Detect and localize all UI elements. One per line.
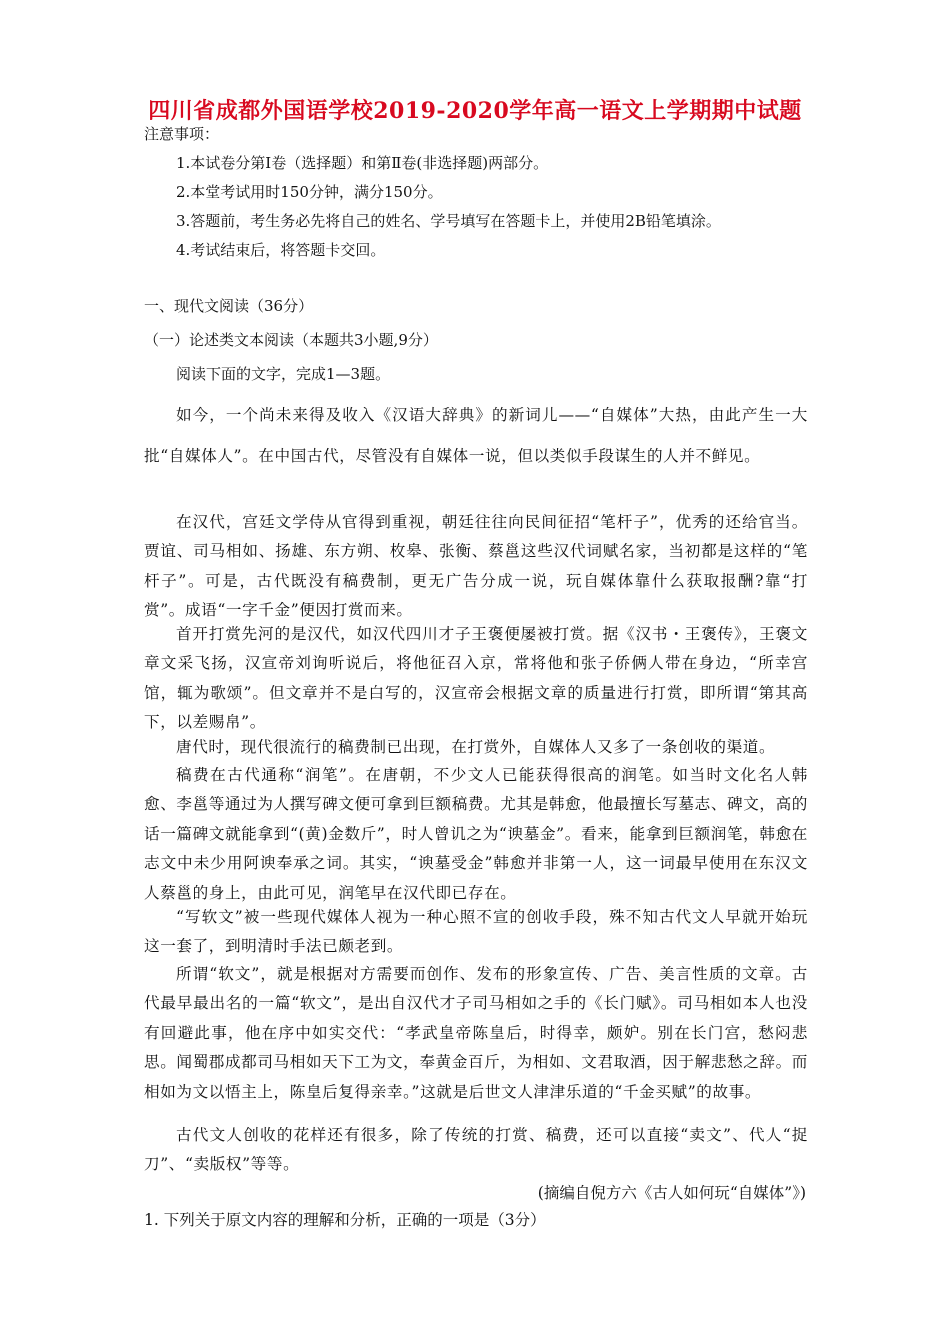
reading-instruction: 阅读下面的文字，完成1—3题。 bbox=[176, 365, 391, 383]
sub-section-heading: （一）论述类文本阅读（本题共3小题,9分） bbox=[144, 331, 438, 349]
article-paragraph: 如今，一个尚未来得及收入《汉语大辞典》的新词儿——“自媒体”大热，由此产生一大批“自媒体人”。在中国古代，尽管没有自媒体一说，但以类似手段谋生的人并不鲜见。 bbox=[144, 406, 808, 465]
page-title: 四川省成都外国语学校2019-2020学年高一语文上学期期中试题 bbox=[148, 98, 802, 124]
article-paragraph: 唐代时，现代很流行的稿费制已出现，在打赏外，自媒体人又多了一条创收的渠道。 bbox=[176, 738, 776, 756]
article-source: (摘编自倪方六《古人如何玩“自媒体”》) bbox=[537, 1184, 806, 1202]
notice-item: 4.考试结束后，将答题卡交回。 bbox=[176, 241, 386, 259]
article-paragraph: 在汉代，宫廷文学侍从官得到重视，朝廷往往向民间征招“笔杆子”，优秀的还给官当。贾谊、司马相如、扬雄、东方朔、枚皋、张衡、蔡邕这些汉代词赋名家，当初都是这样的“笔杆子”。可是，古代既没有稿费制，更无广告分成一说，玩自媒体靠什么获取报酬?靠“打赏”。成语“一字千金”便因打赏而来。 bbox=[144, 513, 808, 620]
notice-item: 1.本试卷分第Ⅰ卷（选择题）和第Ⅱ卷(非选择题)两部分。 bbox=[176, 154, 549, 172]
article-paragraph: 所谓“软文”，就是根据对方需要而创作、发布的形象宣传、广告、美言性质的文章。古代最早最出名的一篇“软文”，是出自汉代才子司马相如之手的《长门赋》。司马相如本人也没有回避此事，他在序中如实交代：“孝武皇帝陈皇后，时得幸，颇妒。别在长门宫，愁闷悲思。闻蜀郡成都司马相如天下工为文，奉黄金百斤，为相如、文君取酒，因于解悲愁之辞。而相如为文以悟主上，陈皇后复得亲幸。”这就是后世文人津津乐道的“千金买赋”的故事。 bbox=[144, 965, 808, 1101]
article-paragraph: 首开打赏先河的是汉代，如汉代四川才子王褒便屡被打赏。据《汉书・王褒传》，王褒文章文采飞扬，汉宣帝刘询听说后，将他征召入京，常将他和张子侨俩人带在身边，“所幸宫馆，辄为歌颂”。但文章并不是白写的，汉宣帝会根据文章的质量进行打赏，即所谓“第其高下，以差赐帛”。 bbox=[144, 625, 808, 732]
notice-item: 2.本堂考试用时150分钟，满分150分。 bbox=[176, 183, 443, 201]
article-paragraph: 古代文人创收的花样还有很多，除了传统的打赏、稿费，还可以直接“卖文”、代人“捉刀”、“卖版权”等等。 bbox=[144, 1126, 808, 1174]
article-paragraph: “写软文”被一些现代媒体人视为一种心照不宣的创收手段，殊不知古代文人早就开始玩这一套了，到明清时手法已颇老到。 bbox=[144, 908, 808, 956]
section-heading: 一、现代文阅读（36分） bbox=[144, 297, 314, 315]
question-1: 1. 下列关于原文内容的理解和分析，正确的一项是（3分） bbox=[144, 1211, 546, 1229]
article-paragraph: 稿费在古代通称“润笔”。在唐朝，不少文人已能获得很高的润笔。如当时文化名人韩愈、李邕等通过为人撰写碑文便可拿到巨额稿费。尤其是韩愈，他最擅长写墓志、碑文，高的话一篇碑文就能拿到“(黄)金数斤”，时人曾讥之为“谀墓金”。看来，能拿到巨额润笔，韩愈在志文中未少用阿谀奉承之词。其实，“谀墓受金”韩愈并非第一人，这一词最早使用在东汉文人蔡邕的身上，由此可见，润笔早在汉代即已存在。 bbox=[144, 766, 808, 902]
notice-heading: 注意事项： bbox=[144, 125, 220, 143]
notice-item: 3.答题前，考生务必先将自己的姓名、学号填写在答题卡上，并使用2B铅笔填涂。 bbox=[176, 212, 721, 230]
